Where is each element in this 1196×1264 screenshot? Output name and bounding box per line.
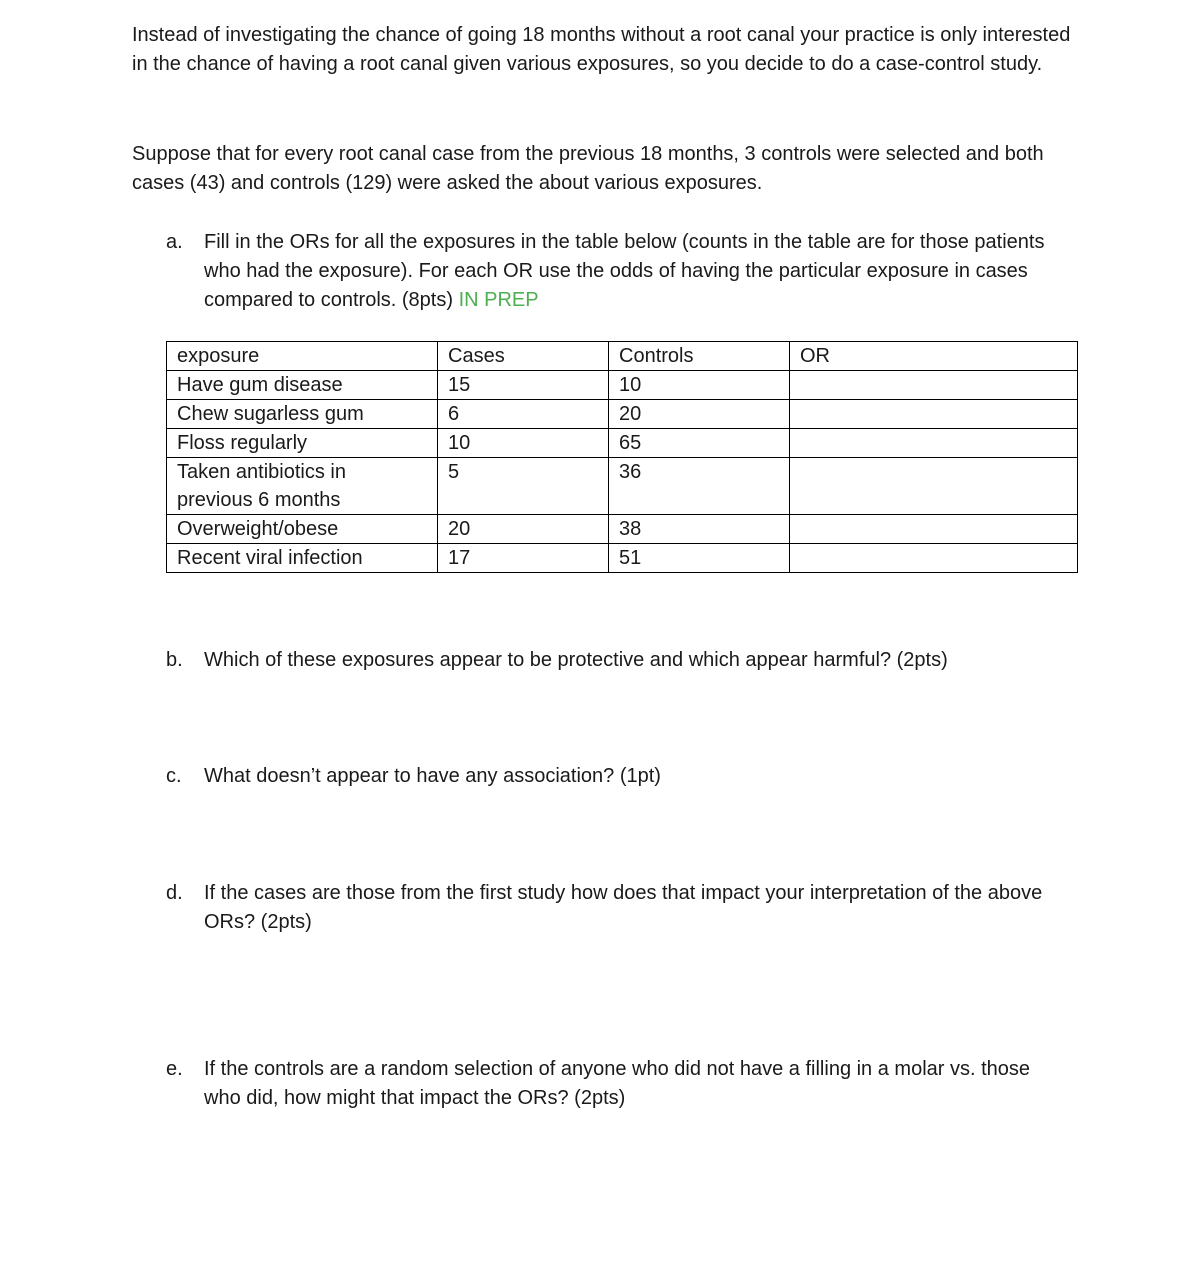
cell-exposure: Have gum disease	[167, 371, 438, 400]
cell-exposure: Chew sugarless gum	[167, 400, 438, 429]
cell-cases: 15	[438, 371, 609, 400]
cell-or[interactable]	[790, 458, 1078, 515]
cell-exposure: Taken antibiotics in previous 6 months	[167, 458, 438, 515]
cell-controls: 51	[609, 544, 790, 573]
cell-or[interactable]	[790, 371, 1078, 400]
table-row	[167, 458, 1078, 515]
header-cases: Cases	[438, 342, 609, 371]
cell-or[interactable]	[790, 429, 1078, 458]
question-d	[166, 879, 1066, 937]
intro-paragraph-2: Suppose that for every root canal case from the previous 18 months, 3 controls were selected and both cases (43) and controls (129) were asked the about various exposures.	[132, 143, 1044, 194]
question-e-text: If the controls are a random selection of anyone who did not have a filling in a molar vs. those who did, how might that impact the ORs? (2pts)	[204, 1058, 1031, 1109]
odds-ratio-table	[166, 341, 1078, 573]
table-row	[167, 371, 1078, 400]
in-prep-tag: IN PREP	[458, 289, 539, 311]
question-e-letter: e.	[166, 1058, 183, 1080]
table-row	[167, 400, 1078, 429]
cell-controls: 10	[609, 371, 790, 400]
cell-cases: 20	[438, 515, 609, 544]
cell-exposure: Recent viral infection	[167, 544, 438, 573]
question-b	[166, 646, 1066, 675]
table-row	[167, 515, 1078, 544]
question-c	[166, 762, 1066, 791]
cell-cases: 6	[438, 400, 609, 429]
question-e	[166, 1055, 1066, 1113]
question-d-text: If the cases are those from the first study how does that impact your interpretation of the above ORs? (2pts)	[204, 882, 1043, 933]
cell-or[interactable]	[790, 515, 1078, 544]
question-a	[166, 228, 1066, 315]
cell-cases: 17	[438, 544, 609, 573]
cell-cases: 10	[438, 429, 609, 458]
cell-exposure: Overweight/obese	[167, 515, 438, 544]
cell-exposure: Floss regularly	[167, 429, 438, 458]
header-exposure: exposure	[167, 342, 438, 371]
table-row	[167, 429, 1078, 458]
table-header-row	[167, 342, 1078, 371]
intro-paragraph-1: Instead of investigating the chance of going 18 months without a root canal your practice is only interested in the chance of having a root canal given various exposures, so you decide to do a case-control study.	[132, 24, 1071, 75]
cell-controls: 20	[609, 400, 790, 429]
question-c-letter: c.	[166, 765, 182, 787]
question-b-letter: b.	[166, 649, 183, 671]
table-row	[167, 544, 1078, 573]
question-c-text: What doesn’t appear to have any association? (1pt)	[204, 765, 661, 787]
question-d-letter: d.	[166, 882, 183, 904]
question-a-text: Fill in the ORs for all the exposures in the table below (counts in the table are for those patients who had the exposure). For each OR use the odds of having the particular exposure in cases compared to controls. (8pts)	[204, 231, 1045, 311]
header-controls: Controls	[609, 342, 790, 371]
cell-controls: 36	[609, 458, 790, 515]
cell-controls: 65	[609, 429, 790, 458]
question-a-letter: a.	[166, 231, 183, 253]
question-b-text: Which of these exposures appear to be protective and which appear harmful? (2pts)	[204, 649, 948, 671]
cell-cases: 5	[438, 458, 609, 515]
cell-controls: 38	[609, 515, 790, 544]
cell-or[interactable]	[790, 544, 1078, 573]
cell-or[interactable]	[790, 400, 1078, 429]
header-or: OR	[790, 342, 1078, 371]
